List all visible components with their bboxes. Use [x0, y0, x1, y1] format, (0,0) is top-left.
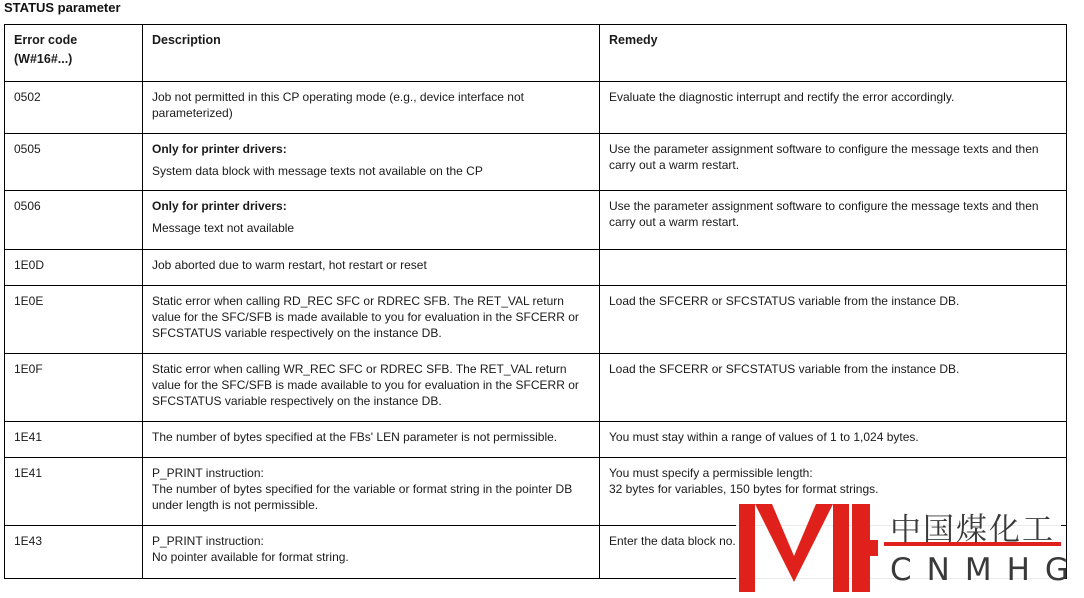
- description-line: System data block with message texts not available on the CP: [152, 164, 483, 178]
- description-bold-note: Only for printer drivers:: [152, 142, 287, 156]
- description-cell: [143, 422, 600, 458]
- table-row: [5, 286, 1067, 354]
- remedy-line: Use the parameter assignment software to configure the message texts and then: [609, 142, 1039, 156]
- remedy-line: 32 bytes for variables, 150 bytes for format strings.: [609, 482, 879, 496]
- table-row: [5, 422, 1067, 458]
- table-row: [5, 354, 1067, 422]
- remedy-cell: [600, 250, 1067, 286]
- description-line: P_PRINT instruction:: [152, 466, 264, 480]
- description-line: Message text not available: [152, 221, 295, 235]
- description-line: The number of bytes specified at the FBs' LEN parameter is not permissible.: [152, 430, 558, 444]
- description-line: Static error when calling RD_REC SFC or RDREC SFB. The RET_VAL return: [152, 294, 564, 308]
- header-description: Description: [143, 25, 600, 82]
- description-cell: [143, 250, 600, 286]
- remedy-line: carry out a warm restart.: [609, 215, 740, 229]
- error-code-cell: 1E0E: [5, 286, 143, 354]
- error-code-cell: 0506: [5, 191, 143, 250]
- remedy-line: You must stay within a range of values of 1 to 1,024 bytes.: [609, 430, 919, 444]
- error-code-cell: 1E41: [5, 458, 143, 526]
- error-code-cell: 0505: [5, 134, 143, 191]
- description-line: The number of bytes specified for the variable or format string in the pointer DB: [152, 482, 573, 496]
- watermark-chinese-text: 中国煤化工: [890, 512, 1055, 548]
- error-code-cell: 1E0D: [5, 250, 143, 286]
- description-line: Static error when calling WR_REC SFC or RDREC SFB. The RET_VAL return: [152, 362, 567, 376]
- remedy-cell: [600, 354, 1067, 422]
- remedy-line: You must specify a permissible length:: [609, 466, 813, 480]
- description-line: SFCSTATUS variable respectively on the instance DB.: [152, 394, 442, 408]
- watermark-latin-text: CNMHG: [890, 552, 1084, 588]
- remedy-line: Use the parameter assignment software to configure the message texts and then: [609, 199, 1039, 213]
- description-line: value for the SFC/SFB is made available to you for evaluation in the SFCERR or: [152, 378, 579, 392]
- description-line: under length is not permissible.: [152, 498, 319, 512]
- description-line: P_PRINT instruction:: [152, 534, 264, 548]
- description-cell: [143, 82, 600, 134]
- description-bold-note: Only for printer drivers:: [152, 199, 287, 213]
- remedy-cell: [600, 191, 1067, 250]
- error-code-cell: 0502: [5, 82, 143, 134]
- table-row: [5, 82, 1067, 134]
- description-cell: [143, 526, 600, 579]
- error-code-cell: 1E43: [5, 526, 143, 579]
- description-line: value for the SFC/SFB is made available to you for evaluation in the SFCERR or: [152, 310, 579, 324]
- remedy-line: Evaluate the diagnostic interrupt and rectify the error accordingly.: [609, 90, 955, 104]
- description-cell: [143, 286, 600, 354]
- description-cell: [143, 354, 600, 422]
- error-code-cell: 1E41: [5, 422, 143, 458]
- remedy-cell: [600, 82, 1067, 134]
- description-line: Job not permitted in this CP operating mode (e.g., device interface not: [152, 90, 524, 104]
- table-row: [5, 191, 1067, 250]
- remedy-cell: [600, 286, 1067, 354]
- description-cell: [143, 458, 600, 526]
- description-line: No pointer available for format string.: [152, 550, 349, 564]
- header-row: [5, 25, 1067, 82]
- remedy-cell: [600, 134, 1067, 191]
- remedy-cell: [600, 422, 1067, 458]
- header-error-code: Error code (W#16#...): [5, 25, 143, 82]
- remedy-line: Load the SFCERR or SFCSTATUS variable from the instance DB.: [609, 362, 960, 376]
- header-remedy: Remedy: [600, 25, 1067, 82]
- description-cell: [143, 191, 600, 250]
- error-code-cell: 1E0F: [5, 354, 143, 422]
- remedy-line: Load the SFCERR or SFCSTATUS variable from the instance DB.: [609, 294, 960, 308]
- description-line: Job aborted due to warm restart, hot restart or reset: [152, 258, 427, 272]
- table-row: [5, 134, 1067, 191]
- remedy-line: carry out a warm restart.: [609, 158, 740, 172]
- description-cell: [143, 134, 600, 191]
- table-row: [5, 250, 1067, 286]
- description-line: parameterized): [152, 106, 233, 120]
- description-line: SFCSTATUS variable respectively on the instance DB.: [152, 326, 442, 340]
- table-caption: STATUS parameter: [4, 0, 121, 15]
- remedy-line: Enter the data block no.: [609, 534, 736, 548]
